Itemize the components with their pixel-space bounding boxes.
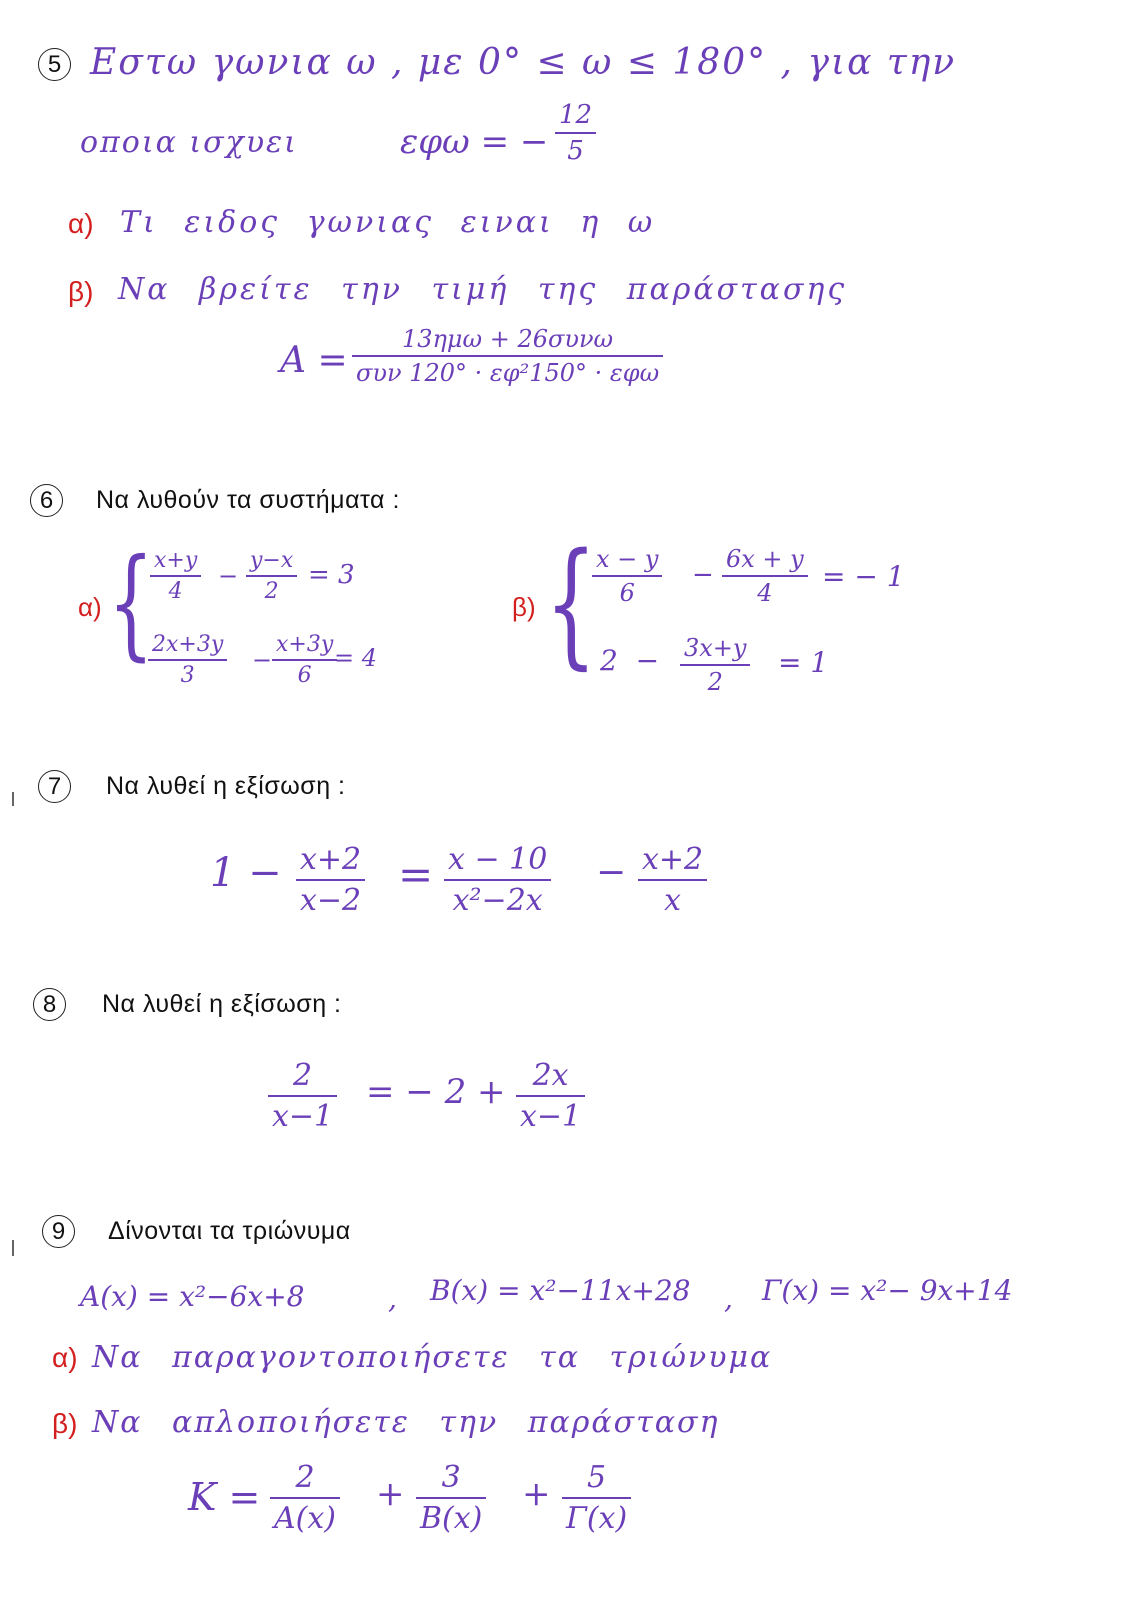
part-b-question: Να απλοποιήσετε την παράσταση <box>92 1405 720 1440</box>
equals-sign: = <box>398 850 434 899</box>
fraction-numerator: x+3y <box>276 632 334 657</box>
problem-number: 5 <box>38 48 71 81</box>
fraction-numerator: y−x <box>250 548 294 573</box>
system-a-eq1-fraction2 <box>246 548 297 604</box>
system-b-brace: { <box>545 525 597 683</box>
fraction-numerator: 3 <box>441 1460 461 1495</box>
fraction-numerator: 5 <box>587 1460 607 1495</box>
expression-A-fraction <box>352 325 663 387</box>
trinomial-A: A(x) = x²−6x+8 <box>80 1280 305 1313</box>
fraction-numerator: 12 <box>559 100 593 130</box>
fraction-numerator: x+2 <box>300 842 362 877</box>
system-a-eq2-rhs: = 4 <box>334 644 378 672</box>
problem-title: Να λυθεί η εξίσωση : <box>106 772 346 800</box>
fraction-numerator: 6x + y <box>726 545 804 573</box>
system-b-eq2-rhs: = 1 <box>778 646 829 679</box>
minus-operator: − <box>218 562 239 590</box>
separator-comma: , <box>724 1282 733 1315</box>
fraction-bar <box>722 575 808 577</box>
fraction-bar <box>555 132 596 134</box>
fraction-numerator: x − y <box>596 545 659 573</box>
tan-equation-lhs: εφω = − <box>400 122 549 162</box>
system-a-eq1-fraction1 <box>150 548 201 604</box>
problem-title: Να λυθούν τα συστήματα : <box>96 486 400 514</box>
fraction-denominator: x−1 <box>272 1099 334 1134</box>
trinomial-Gamma: Γ(x) = x²− 9x+14 <box>762 1274 1013 1307</box>
fraction-bar <box>272 659 337 661</box>
part-b-label: β) <box>68 276 94 307</box>
fraction-numerator: 2 <box>295 1460 315 1495</box>
fraction-bar <box>352 355 663 357</box>
part-a-question: Να παραγοντοποιήσετε τα τριώνυμα <box>92 1340 773 1375</box>
system-b-eq1-fraction2 <box>722 545 808 607</box>
expression-K-lhs: K = <box>188 1475 261 1519</box>
fraction-bar <box>680 664 750 666</box>
margin-mark <box>12 1240 14 1256</box>
fraction-bar <box>246 575 297 577</box>
trinomial-B: B(x) = x²−11x+28 <box>430 1274 691 1307</box>
plus-operator: + <box>522 1474 551 1514</box>
fraction-numerator: 2 <box>293 1058 313 1093</box>
expression-A-lhs: A = <box>280 340 348 381</box>
fraction-bar <box>296 879 365 881</box>
part-b-label: β) <box>52 1408 78 1439</box>
system-a-brace: { <box>108 534 154 673</box>
fraction-bar <box>592 575 662 577</box>
fraction-bar <box>416 1497 486 1499</box>
fraction-denominator: 4 <box>168 579 183 604</box>
expression-K-fraction3 <box>562 1460 631 1536</box>
fraction-denominator: 3 <box>180 663 195 688</box>
expression-K-fraction2 <box>416 1460 486 1536</box>
fraction-bar <box>270 1497 340 1499</box>
equation-lhs: 1 − <box>210 850 282 896</box>
problem-statement-line2: οποια ισχυει <box>80 125 298 160</box>
fraction-bar <box>444 879 551 881</box>
equation-fraction3 <box>638 842 707 918</box>
system-b-eq2-lhs: 2 − <box>600 644 660 677</box>
system-b-eq2-fraction <box>680 634 750 696</box>
fraction-bar <box>562 1497 631 1499</box>
fraction-denominator: 4 <box>757 579 773 607</box>
tan-value-fraction <box>555 100 596 166</box>
fraction-denominator: 2 <box>707 668 723 696</box>
fraction-bar <box>150 575 201 577</box>
fraction-bar <box>148 659 227 661</box>
equation-middle: = − 2 + <box>366 1072 506 1112</box>
fraction-numerator: 2x+3y <box>152 632 224 657</box>
fraction-denominator: B(x) <box>420 1501 483 1536</box>
problem-number: 9 <box>42 1215 75 1248</box>
equation-fraction2 <box>444 842 551 918</box>
fraction-denominator: A(x) <box>274 1501 336 1536</box>
fraction-denominator: x²−2x <box>452 883 543 918</box>
problem-number: 7 <box>38 770 71 803</box>
fraction-denominator: 5 <box>567 136 584 166</box>
part-a-label: α) <box>68 208 94 239</box>
minus-operator: − <box>596 852 627 893</box>
system-a-eq2-fraction2 <box>272 632 337 688</box>
system-a-eq2-fraction1 <box>148 632 227 688</box>
plus-operator: + <box>376 1474 405 1514</box>
equation-fraction1 <box>296 842 365 918</box>
fraction-denominator: x−1 <box>520 1099 582 1134</box>
fraction-numerator: 13ημω + 26συνω <box>402 325 614 353</box>
system-a-eq1-rhs: = 3 <box>308 560 355 590</box>
fraction-denominator: x−2 <box>300 883 362 918</box>
fraction-bar <box>516 1095 585 1097</box>
fraction-numerator: x+2 <box>642 842 704 877</box>
system-a-label: α) <box>78 592 102 622</box>
fraction-numerator: x − 10 <box>448 842 548 877</box>
fraction-denominator: 2 <box>264 579 279 604</box>
minus-operator: − <box>252 646 273 674</box>
margin-mark <box>12 792 14 806</box>
system-b-label: β) <box>512 592 536 622</box>
expression-K-fraction1 <box>270 1460 340 1536</box>
problem-number: 6 <box>30 484 63 517</box>
fraction-numerator: 3x+y <box>684 634 747 662</box>
problem-number: 8 <box>33 988 66 1021</box>
fraction-denominator: x <box>664 883 682 918</box>
part-a-question: Τι ειδος γωνιας ειναι η ω <box>120 205 656 240</box>
fraction-numerator: x+y <box>154 548 198 573</box>
fraction-bar <box>268 1095 337 1097</box>
fraction-denominator: Γ(x) <box>566 1501 628 1536</box>
part-b-question: Να βρείτε την τιμή της παράστασης <box>118 272 848 307</box>
fraction-denominator: 6 <box>297 663 312 688</box>
problem-statement-line1: Εστω γωνια ω , με 0° ≤ ω ≤ 180° , για την <box>90 42 957 83</box>
fraction-bar <box>638 879 707 881</box>
system-b-eq1-rhs: = − 1 <box>822 560 905 593</box>
equation-fraction2 <box>516 1058 585 1134</box>
fraction-numerator: 2x <box>532 1058 569 1093</box>
system-b-eq1-fraction1 <box>592 545 662 607</box>
problem-title: Δίνονται τα τριώνυμα <box>108 1217 351 1245</box>
minus-operator: − <box>692 560 714 590</box>
fraction-denominator: συν 120° · εφ²150° · εφω <box>356 359 660 387</box>
fraction-denominator: 6 <box>619 579 635 607</box>
problem-title: Να λυθεί η εξίσωση : <box>102 990 342 1018</box>
separator-comma: , <box>388 1282 397 1315</box>
part-a-label: α) <box>52 1342 78 1373</box>
equation-fraction1 <box>268 1058 337 1134</box>
